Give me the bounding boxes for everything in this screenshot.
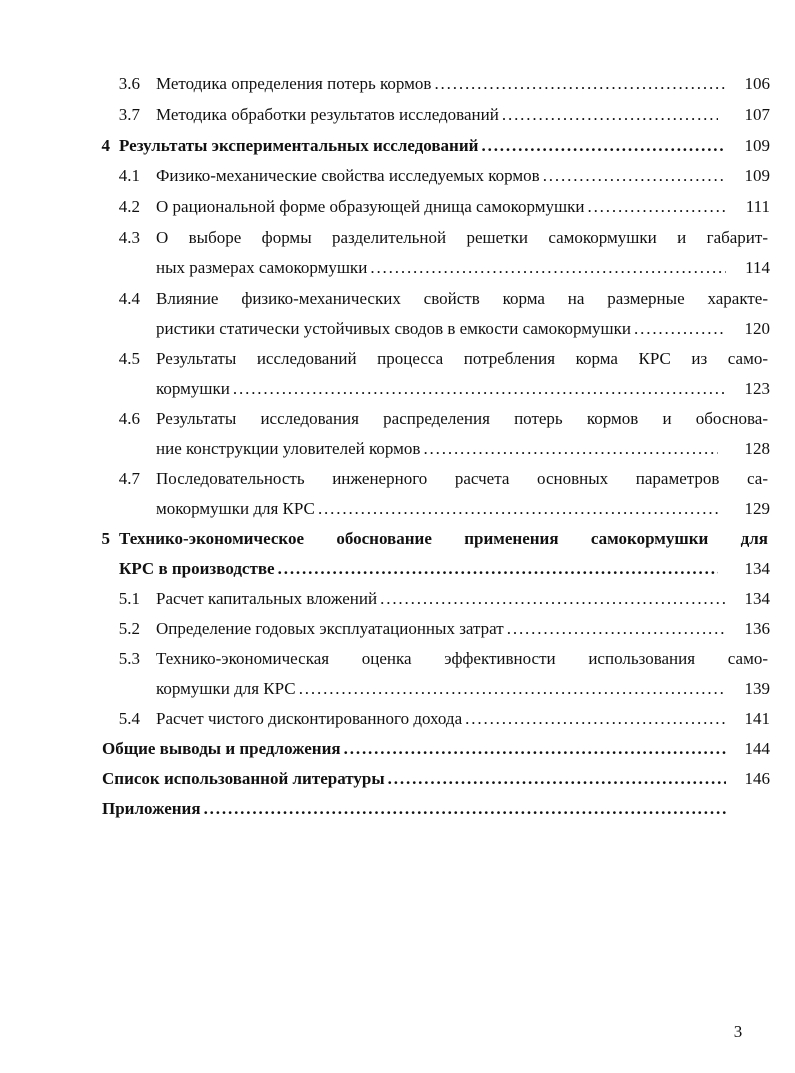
toc-number: 3.7 (118, 105, 140, 124)
toc-entry-4-6-cont (0, 437, 795, 461)
toc-entry-4-4 (0, 287, 795, 311)
toc-title-line1: Результаты исследований процесса потребления корма КРС из само- (156, 349, 768, 368)
toc-number: 5.3 (118, 649, 140, 668)
toc-title: Расчет капитальных вложений . . . (156, 587, 726, 611)
toc-page: 144 (744, 739, 770, 758)
toc-entry-5-3 (0, 647, 795, 671)
toc-page: 111 (745, 197, 770, 216)
toc-page: 141 (744, 709, 770, 728)
toc-number: 4.7 (118, 469, 140, 488)
toc-page: 136 (744, 619, 770, 638)
toc-number: 5.4 (118, 709, 140, 728)
toc-number: 5 (101, 529, 110, 548)
toc-number: 4.3 (118, 228, 140, 247)
toc-entry-4-7-cont (0, 497, 795, 521)
toc-title-line1: Последовательность инженерного расчета основных параметров са- (156, 469, 768, 488)
toc-page: 114 (745, 258, 770, 277)
toc-page: 134 (744, 559, 770, 578)
toc-title: О рациональной форме образующей днища самокормушки . . . (156, 195, 726, 219)
toc-page: 109 (744, 166, 770, 185)
toc-title-line2: кормушки . . . (156, 377, 726, 401)
toc-title-line1: Результаты исследования распределения потерь кормов и обоснова- (156, 409, 768, 428)
toc-entry-4-2 (0, 195, 795, 219)
toc-title-line2: мокормушки для КРС . . . (156, 497, 718, 521)
toc-title-line2: ристики статически устойчивых сводов в емкости самокормушки . . . (156, 317, 726, 341)
toc-number: 5.2 (118, 619, 140, 638)
toc-title: Расчет чистого дисконтированного дохода . . . (156, 707, 726, 731)
toc-entry-4 (0, 134, 795, 158)
toc-title: Список использованной литературы . . . (102, 767, 726, 791)
toc-title: Общие выводы и предложения . . . (102, 737, 726, 761)
toc-number: 5.1 (118, 589, 140, 608)
toc-page: 120 (744, 319, 770, 338)
toc-entry-4-5 (0, 347, 795, 371)
toc-title-line1: Технико-экономическая оценка эффективности использования само- (156, 649, 768, 668)
toc-entry-3-7 (0, 103, 795, 127)
toc-page: 123 (744, 379, 770, 398)
toc-entry-4-6 (0, 407, 795, 431)
toc-number: 4 (101, 136, 110, 155)
toc-entry-appendices (0, 797, 795, 821)
toc-page: 109 (744, 136, 770, 155)
toc-title-line1: Технико-экономическое обоснование применения самокормушки для (119, 529, 768, 548)
toc-page: 134 (744, 589, 770, 608)
toc-number: 4.1 (118, 166, 140, 185)
toc-page: 107 (744, 105, 770, 124)
toc-entry-5-cont (0, 557, 795, 581)
toc-entry-4-1 (0, 164, 795, 188)
toc-title: Методика определения потерь кормов . . . (156, 72, 726, 96)
toc-entry-4-4-cont (0, 317, 795, 341)
toc-entry-references (0, 767, 795, 791)
toc-page: 128 (744, 439, 770, 458)
toc-number: 3.6 (118, 74, 140, 93)
page-number: 3 (733, 1022, 743, 1041)
toc-entry-4-7 (0, 467, 795, 491)
toc-page: 139 (744, 679, 770, 698)
toc-title-line2: кормушки для КРС . . . (156, 677, 726, 701)
toc-title: Физико-механические свойства исследуемых кормов . . . (156, 164, 726, 188)
toc-number: 4.2 (118, 197, 140, 216)
toc-title-line2: ных размерах самокормушки . . . (156, 256, 726, 280)
toc-title-line2: КРС в производстве . . . (119, 557, 718, 581)
toc-entry-5-4 (0, 707, 795, 731)
toc-title-line2: ние конструкции уловителей кормов . . . (156, 437, 718, 461)
toc-entry-4-5-cont (0, 377, 795, 401)
toc-title: Приложения . . . (102, 797, 726, 821)
toc-entry-5-3-cont (0, 677, 795, 701)
toc-entry-5-2 (0, 617, 795, 641)
toc-page: 129 (744, 499, 770, 518)
toc-entry-4-3-cont (0, 256, 795, 280)
toc-title: Определение годовых эксплуатационных затрат . . . (156, 617, 726, 641)
toc-number: 4.5 (118, 349, 140, 368)
toc-page: 146 (744, 769, 770, 788)
toc-entry-5-1 (0, 587, 795, 611)
toc-entry-4-3 (0, 226, 795, 250)
toc-entry-3-6 (0, 72, 795, 96)
toc-title: Методика обработки результатов исследований . . . (156, 103, 718, 127)
toc-page: 106 (744, 74, 770, 93)
toc-title: Результаты экспериментальных исследований . . . (119, 134, 726, 158)
toc-entry-5 (0, 527, 795, 551)
toc-title-line1: Влияние физико-механических свойств корма на размерные характе- (156, 289, 768, 308)
toc-number: 4.4 (118, 289, 140, 308)
toc-number: 4.6 (118, 409, 140, 428)
toc-title-line1: О выборе формы разделительной решетки самокормушки и габарит- (156, 228, 768, 247)
toc-entry-conclusions (0, 737, 795, 761)
